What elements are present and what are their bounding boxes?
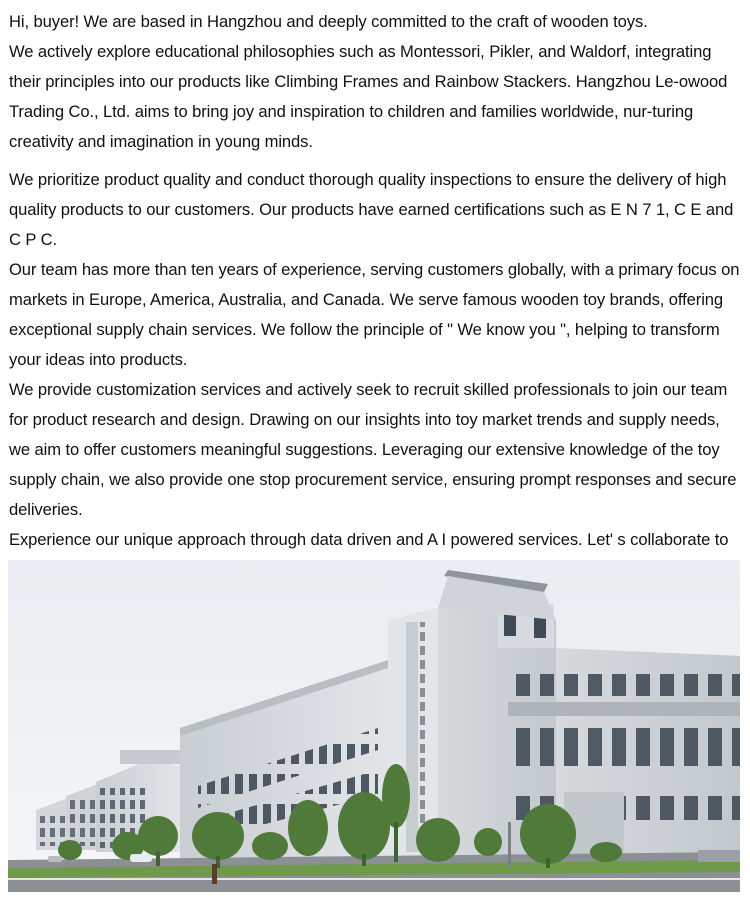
paragraph-closing: Experience our unique approach through data driven and A I powered services. Let' s collaborate to [9, 530, 729, 549]
paragraph-intro: Hi, buyer! We are based in Hangzhou and deeply committed to the craft of wooden toys. [9, 12, 648, 31]
factory-building-photo [8, 560, 740, 892]
paragraph-philosophy: We actively explore educational philosophies such as Montessori, Pikler, and Waldorf, integrating their principles into our products like Climbing Frames and Rainbow Stackers. Hangzhou Le-owood Trading Co., Ltd. aims to bring joy and inspiration to children and families worldwide, nur-turing creativity and imagination in young minds. [9, 42, 728, 151]
paragraph-team: Our team has more than ten years of experience, serving customers globally, with a primary focus on markets in Europe, America, Australia, and Canada. We serve famous wooden toy brands, offering exceptional supply chain services. We follow the principle of " We know you ", helping to transform your ideas into products. [9, 260, 740, 369]
paragraph-quality: We prioritize product quality and conduct thorough quality inspections to ensure the delivery of high quality products to our customers. Our products have earned certifications such as E N 7 1, C E and C P C. [9, 170, 734, 249]
paragraph-customization: We provide customization services and actively seek to recruit skilled professionals to join our team for product research and design. Drawing on our insights into toy market trends and supply needs, we aim to offer customers meaningful suggestions. Leveraging our extensive knowledge of the toy supply chain, we also provide one stop procurement service, ensuring prompt responses and secure deliveries. [9, 380, 737, 519]
company-description [9, 7, 744, 585]
